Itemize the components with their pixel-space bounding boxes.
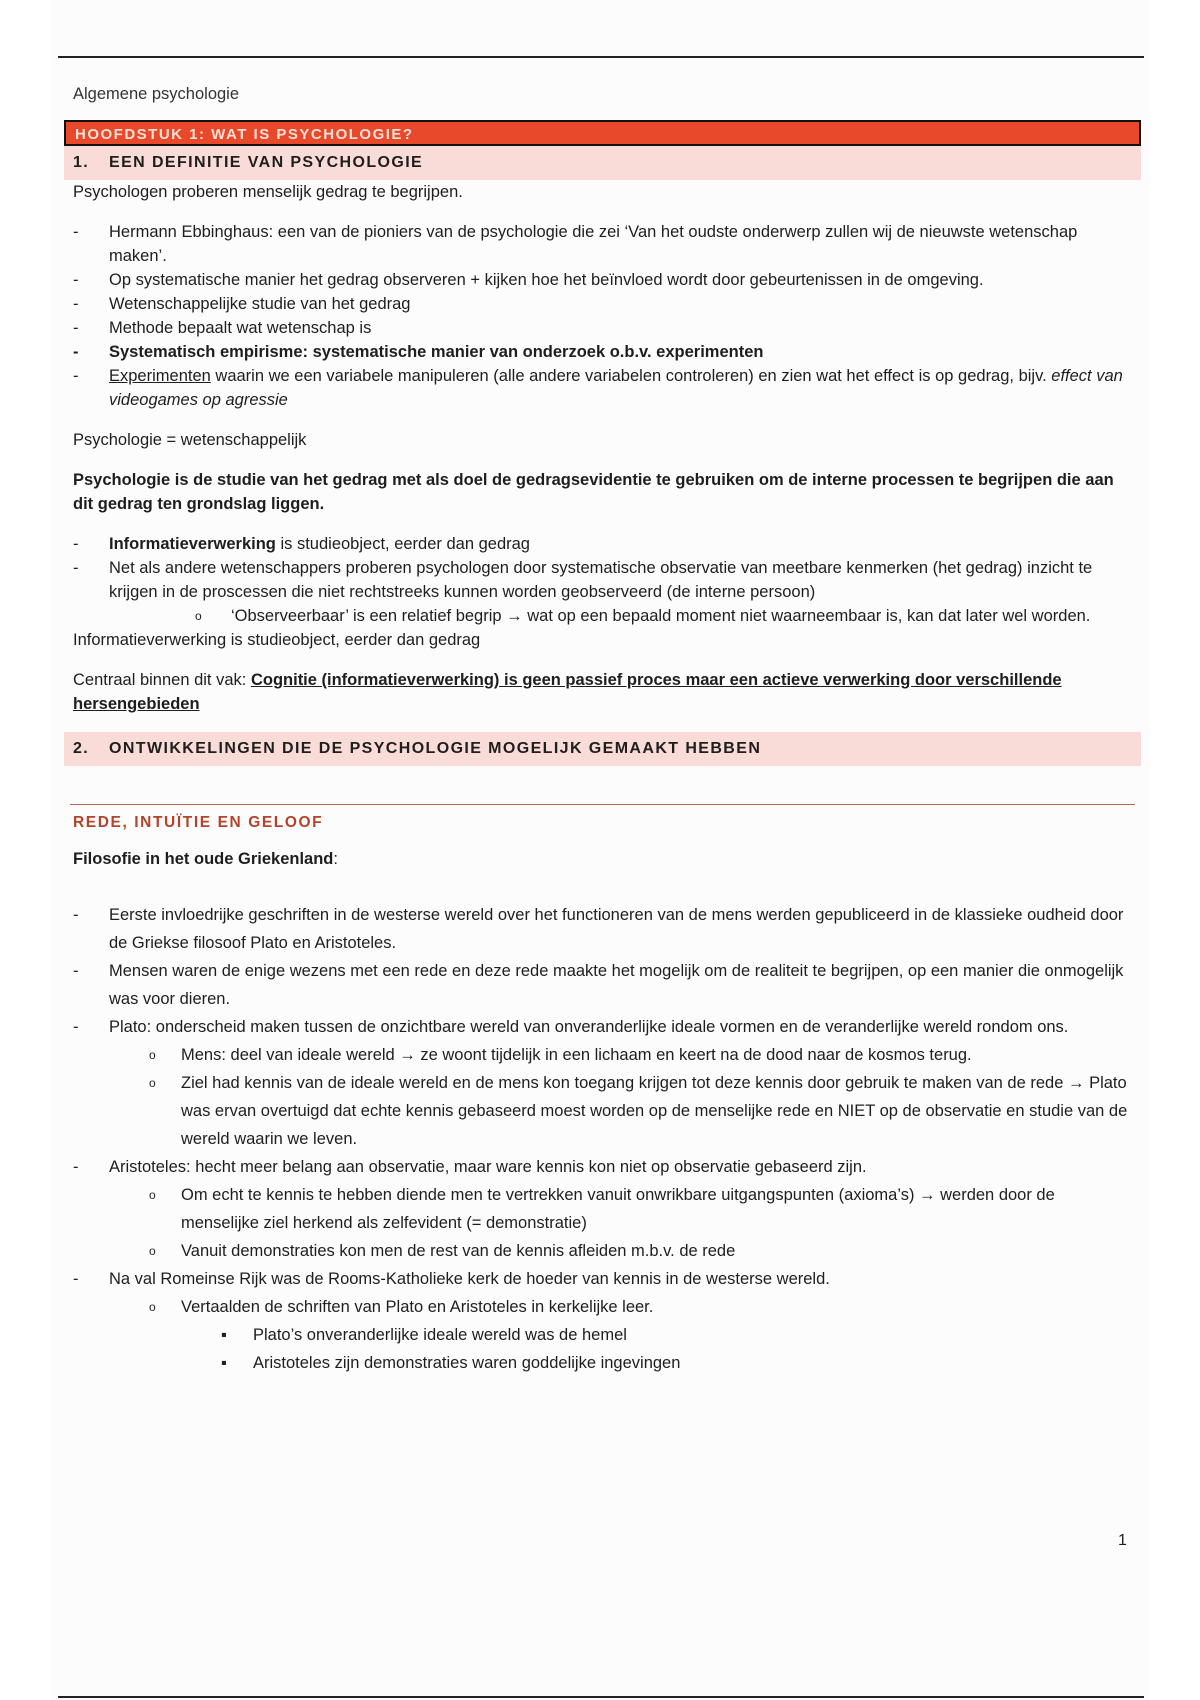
sub-sub-list xyxy=(109,1321,1133,1377)
header-rule xyxy=(58,56,1144,58)
list-item: - Op systematische manier het gedrag observeren + kijken hoe het beïnvloed wordt door gebeurtenissen in de omgeving. xyxy=(73,268,1133,292)
info-rest: is studieobject, eerder dan gedrag xyxy=(275,535,530,553)
list-item xyxy=(73,1265,1133,1377)
definition-paragraph: Psychologie is de studie van het gedrag met als doel de gedragsevidentie te gebruiken om de interne processen te begrijpen die aan dit gedrag ten grondslag liggen. xyxy=(73,471,1114,513)
list-item: o Vanuit demonstraties kon men de rest van de kennis afleiden m.b.v. de rede xyxy=(109,1237,1133,1265)
info-line: Informatieverwerking is studieobject, eerder dan gedrag xyxy=(73,631,481,649)
section-number: 1. xyxy=(73,154,90,171)
list-item: - Eerste invloedrijke geschriften in de westerse wereld over het functioneren van de mens werden gepubliceerd in de klassieke oudheid door de Griekse filosoof Plato en Aristoteles. xyxy=(73,901,1133,957)
list-item: ▪ Plato’s onveranderlijke ideale wereld was de hemel xyxy=(109,1321,1133,1349)
central-statement: Cognitie (informatieverwerking) is geen passief proces maar een actieve verwerking door verschillende hersengebieden xyxy=(73,671,1062,713)
page-number: 1 xyxy=(1118,1532,1127,1549)
experiment-term: Experimenten xyxy=(109,367,211,385)
sciences-text: Net als andere wetenschappers proberen psychologen door systematische observatie van meetbare kenmerken (het gedrag) inzicht te krijgen in de proscessen die niet rechtstreeks kunnen worden geobserveerd (de interne persoon) xyxy=(109,559,1093,601)
section-number: 2. xyxy=(73,740,90,757)
plato-text: Plato: onderscheid maken tussen de onzichtbare wereld van onveranderlijke ideale vormen en de veranderlijke wereld rondom ons. xyxy=(109,1018,1069,1036)
list-item xyxy=(73,1013,1133,1153)
list-item: ▪ Aristoteles zijn demonstraties waren goddelijke ingevingen xyxy=(109,1349,1133,1377)
experiment-example: effect van videogames op agressie xyxy=(109,367,1123,409)
subheading-rule xyxy=(70,804,1135,805)
document-body xyxy=(73,82,1133,1377)
sub-list xyxy=(109,1041,1133,1153)
info-term: Informatieverwerking xyxy=(109,535,276,553)
list-item: - Mensen waren de enige wezens met een rede en deze rede maakte het mogelijk om de realiteit te begrijpen, op een manier die onmogelijk was voor dieren. xyxy=(73,957,1133,1013)
experiment-text: waarin we een variabele manipuleren (alle andere variabelen controleren) en zien wat het effect is op gedrag, bijv. xyxy=(210,367,1052,385)
list-item: - Methode bepaalt wat wetenschap is xyxy=(73,316,1133,340)
rome-text: Na val Romeinse Rijk was de Rooms-Katholieke kerk de hoeder van kennis in de westerse wereld. xyxy=(109,1270,830,1288)
list-item: o Mens: deel van ideale wereld → ze woont tijdelijk in een lichaam en keert na de dood naar de kosmos terug. xyxy=(109,1041,1133,1069)
list-item: o Ziel had kennis van de ideale wereld en de mens kon toegang krijgen tot deze kennis door gebruik te maken van de rede → Plato was ervan overtuigd dat echte kennis gebaseerd moest worden op de menselijke rede en NIET op de observatie en studie van de wereld waarin we leven. xyxy=(109,1069,1133,1153)
definition-bullet-list xyxy=(73,220,1133,412)
greece-heading xyxy=(73,847,1133,871)
list-item xyxy=(73,532,1133,556)
chapter-heading: HOOFDSTUK 1: WAT IS PSYCHOLOGIE? xyxy=(64,120,1141,146)
info-bullet-list xyxy=(73,532,1133,628)
list-item xyxy=(73,556,1133,628)
greece-colon: : xyxy=(333,850,338,868)
section-heading-2 xyxy=(64,732,1141,766)
sub-list xyxy=(109,604,1133,628)
greece-bullet-list xyxy=(73,901,1133,1377)
subheading: REDE, INTUÏTIE EN GELOOF xyxy=(73,814,324,831)
central-paragraph xyxy=(73,668,1133,716)
list-item: - Systematisch empirisme: systematische manier van onderzoek o.b.v. experimenten xyxy=(73,340,1133,364)
aristoteles-text: Aristoteles: hecht meer belang aan observatie, maar ware kennis kon niet op observatie gebaseerd zijn. xyxy=(109,1158,867,1176)
rome-sub-text: Vertaalden de schriften van Plato en Aristoteles in kerkelijke leer. xyxy=(181,1298,654,1316)
equation-line: Psychologie = wetenschappelijk xyxy=(73,431,307,449)
list-item: - Wetenschappelijke studie van het gedrag xyxy=(73,292,1133,316)
document-header-title: Algemene psychologie xyxy=(73,85,240,103)
list-item xyxy=(109,1293,1133,1377)
list-item: o Om echt te kennis te hebben diende men te vertrekken vanuit onwrikbare uitgangspunten (axioma’s) → werden door de menselijke ziel herkend als zelfevident (= demonstratie) xyxy=(109,1181,1133,1237)
intro-paragraph: Psychologen proberen menselijk gedrag te begrijpen. xyxy=(73,183,463,201)
greece-label: Filosofie in het oude Griekenland xyxy=(73,850,334,868)
sub-list xyxy=(109,1293,1133,1377)
list-item: o ‘Observeerbaar’ is een relatief begrip → wat op een bepaald moment niet waarneembaar is, kan dat later wel worden. xyxy=(109,604,1133,628)
list-item: - Hermann Ebbinghaus: een van de pioniers van de psychologie die zei ‘Van het oudste onderwerp zullen wij de nieuwste wetenschap maken’. xyxy=(73,220,1133,268)
list-item xyxy=(73,364,1133,412)
sub-list xyxy=(109,1181,1133,1265)
section-title: EEN DEFINITIE VAN PSYCHOLOGIE xyxy=(109,154,424,171)
list-item xyxy=(73,1153,1133,1265)
section-heading-1 xyxy=(64,146,1141,180)
section-title: ONTWIKKELINGEN DIE DE PSYCHOLOGIE MOGELIJK GEMAAKT HEBBEN xyxy=(109,740,762,757)
central-prefix: Centraal binnen dit vak: xyxy=(73,671,251,689)
footer-rule xyxy=(58,1696,1144,1698)
